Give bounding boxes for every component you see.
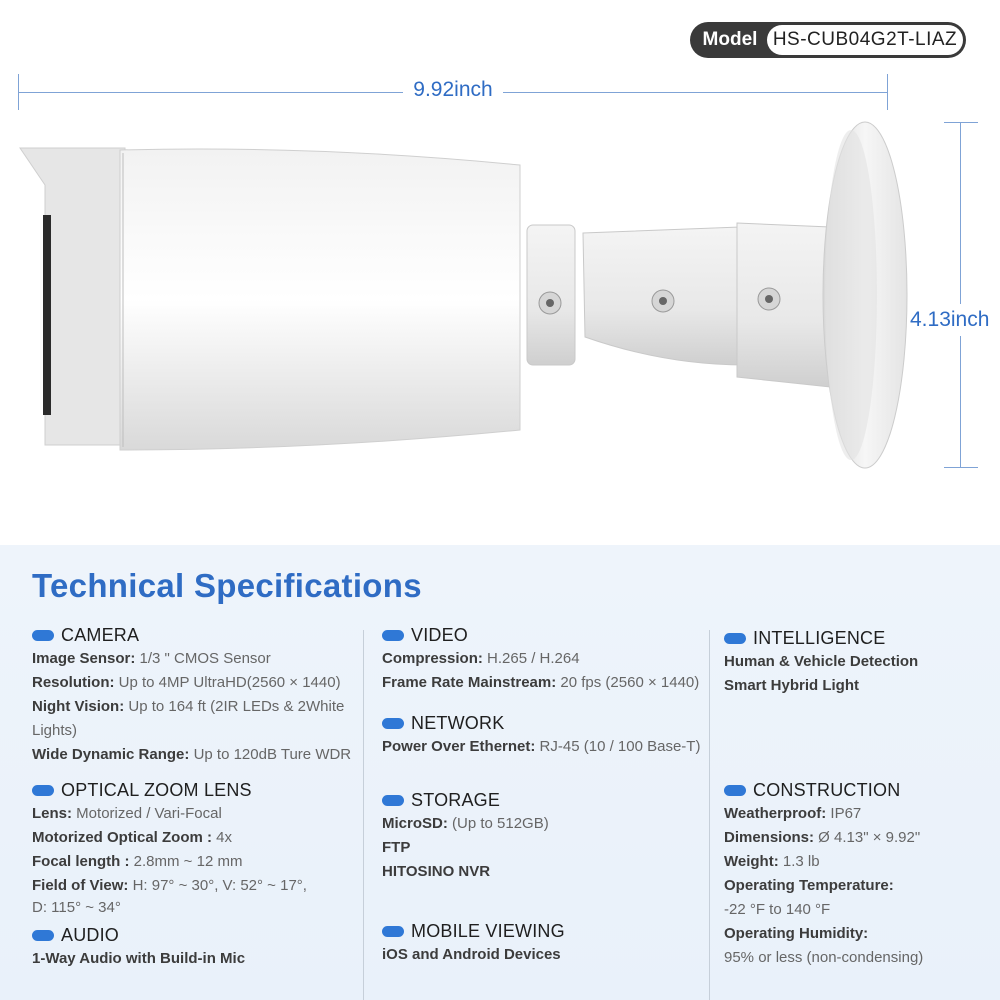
spec-row: Field of View: H: 97° ~ 30°, V: 52° ~ 17°, xyxy=(32,877,307,894)
column-divider xyxy=(363,630,364,1000)
spec-row: Night Vision: Up to 164 ft (2IR LEDs & 2White xyxy=(32,698,345,715)
specs-title: Technical Specifications xyxy=(32,567,422,604)
spec-row: Lights) xyxy=(32,722,78,739)
bullet-icon xyxy=(32,630,54,641)
spec-line: iOS and Android Devices xyxy=(382,946,561,963)
intelligence-section xyxy=(724,626,918,698)
bullet-icon xyxy=(382,718,404,729)
network-section xyxy=(382,711,700,759)
spec-value: -22 °F to 140 °F xyxy=(724,901,831,918)
section-title: MOBILE VIEWING xyxy=(411,920,565,941)
section-title: CAMERA xyxy=(61,624,140,645)
spec-row: Focal length : 2.8mm ~ 12 mm xyxy=(32,853,243,870)
section-title: VIDEO xyxy=(411,624,469,645)
spec-line: Human & Vehicle Detection xyxy=(724,653,919,670)
bullet-icon xyxy=(382,630,404,641)
width-dimension-label: 9.92inch xyxy=(403,78,502,101)
specs-panel xyxy=(0,545,1000,1000)
width-dimension xyxy=(18,68,888,118)
spec-row: D: 115° ~ 34° xyxy=(32,899,121,916)
camera-section xyxy=(32,623,351,767)
height-dimension-label: 4.13inch xyxy=(910,304,989,336)
section-title: CONSTRUCTION xyxy=(753,779,901,800)
audio-section xyxy=(32,923,245,971)
spec-row: Compression: H.265 / H.264 xyxy=(382,650,580,667)
mobile-viewing-section xyxy=(382,919,565,967)
column-divider xyxy=(709,630,710,1000)
spec-row: Frame Rate Mainstream: 20 fps (2560 × 1440) xyxy=(382,674,700,691)
bullet-icon xyxy=(724,785,746,796)
construction-section xyxy=(724,778,923,970)
model-badge xyxy=(690,22,966,58)
optical-zoom-section xyxy=(32,778,307,918)
spec-row: Image Sensor: 1/3 " CMOS Sensor xyxy=(32,650,271,667)
bullet-icon xyxy=(32,785,54,796)
bullet-camera-image xyxy=(15,115,915,475)
video-section xyxy=(382,623,699,695)
spec-label: Operating Temperature: xyxy=(724,877,894,894)
section-title: OPTICAL ZOOM LENS xyxy=(61,779,252,800)
spec-label: Operating Humidity: xyxy=(724,925,869,942)
section-title: AUDIO xyxy=(61,924,120,945)
section-title: INTELLIGENCE xyxy=(753,627,886,648)
bullet-icon xyxy=(382,795,404,806)
bullet-icon xyxy=(382,926,404,937)
spec-line: Smart Hybrid Light xyxy=(724,677,860,694)
spec-line: FTP xyxy=(382,839,411,856)
spec-row: Dimensions: Ø 4.13" × 9.92" xyxy=(724,829,921,846)
spec-row: Power Over Ethernet: RJ-45 (10 / 100 Base-T) xyxy=(382,738,701,755)
spec-row: Lens: Motorized / Vari-Focal xyxy=(32,805,222,822)
spec-row: Weatherproof: IP67 xyxy=(724,805,862,822)
spec-row: Motorized Optical Zoom : 4x xyxy=(32,829,233,846)
model-value: HS-CUB04G2T-LIAZ xyxy=(767,25,963,55)
spec-row: Resolution: Up to 4MP UltraHD(2560 × 1440) xyxy=(32,674,341,691)
storage-section xyxy=(382,788,549,884)
spec-row: MicroSD: (Up to 512GB) xyxy=(382,815,549,832)
spec-row: Wide Dynamic Range: Up to 120dB Ture WDR xyxy=(32,746,352,763)
bullet-icon xyxy=(724,633,746,644)
spec-value: 95% or less (non-condensing) xyxy=(724,949,924,966)
spec-line: HITOSINO NVR xyxy=(382,863,491,880)
model-label: Model xyxy=(702,29,758,50)
spec-row: Weight: 1.3 lb xyxy=(724,853,820,870)
height-dimension xyxy=(910,122,1000,468)
spec-line: 1-Way Audio with Build-in Mic xyxy=(32,950,246,967)
section-title: STORAGE xyxy=(411,789,501,810)
section-title: NETWORK xyxy=(411,712,505,733)
bullet-icon xyxy=(32,930,54,941)
